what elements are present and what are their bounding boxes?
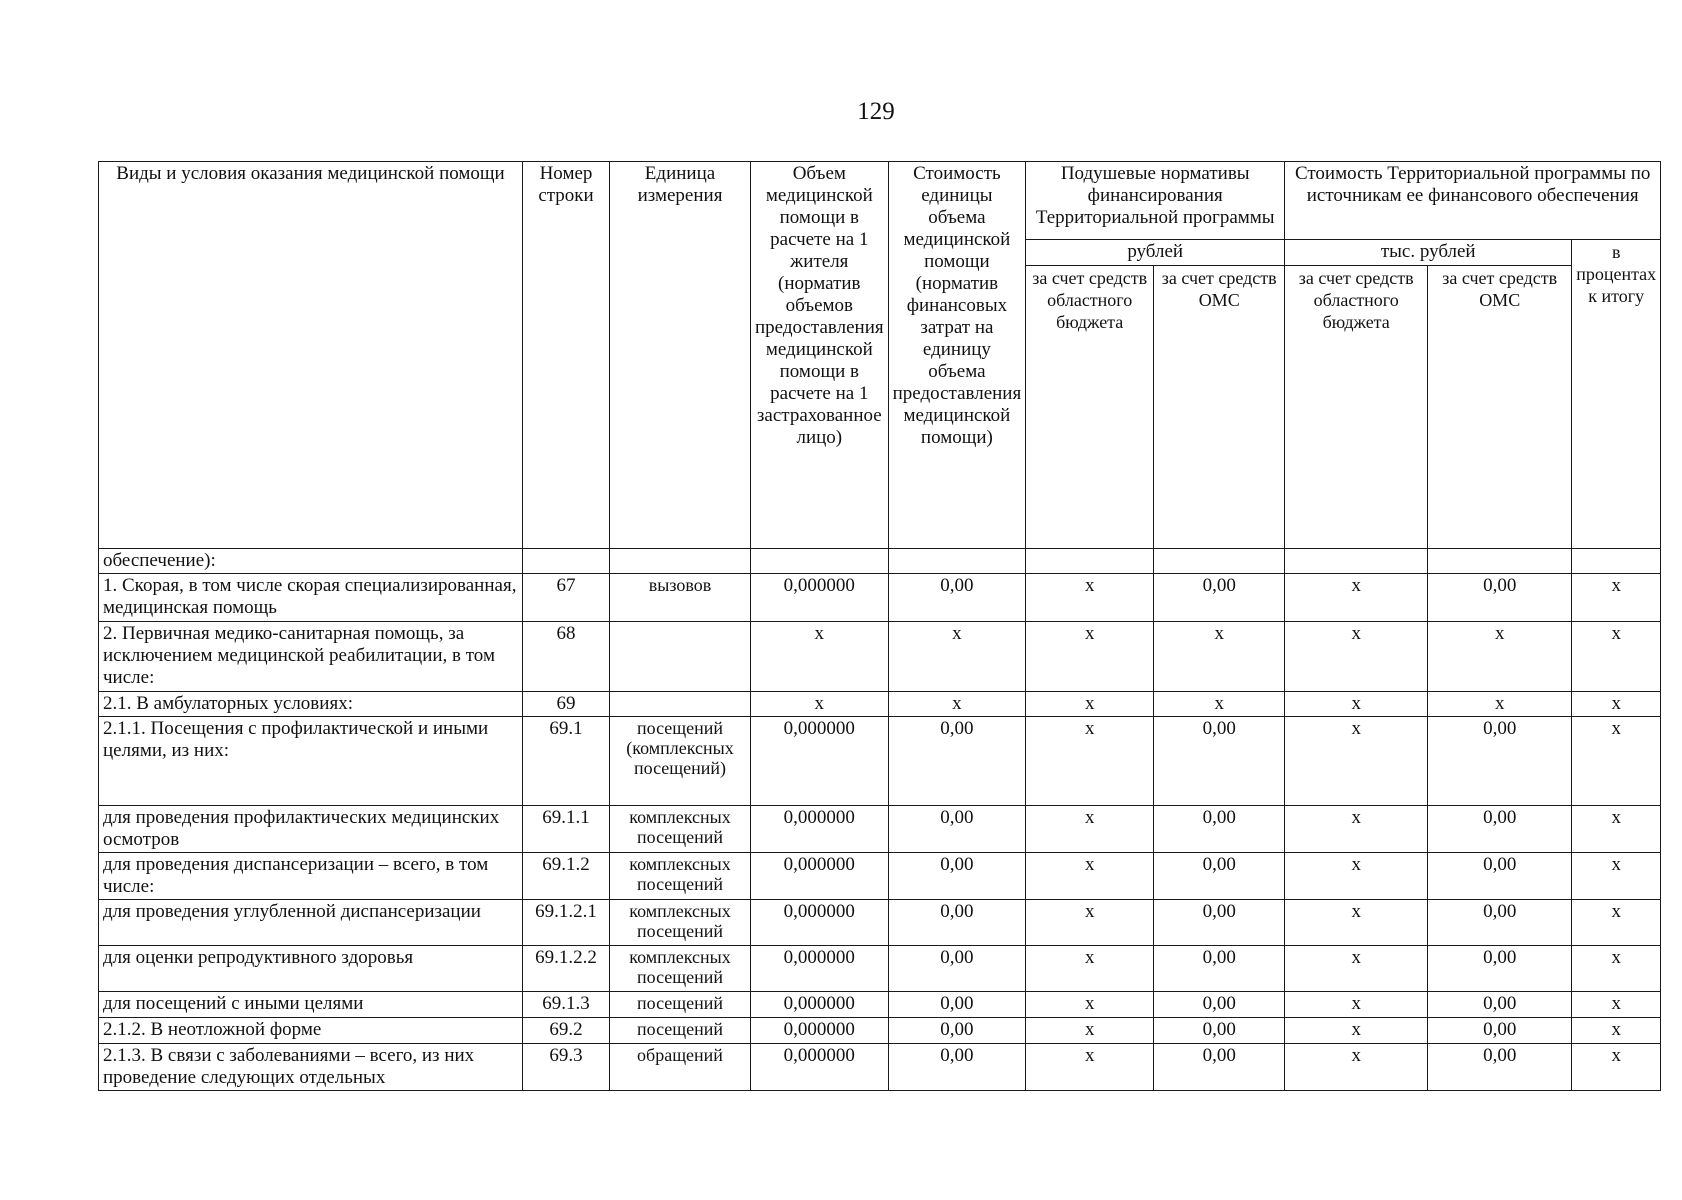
row-volume bbox=[751, 549, 889, 574]
row-volume: 0,000000 bbox=[751, 992, 889, 1018]
row-percent: х bbox=[1572, 946, 1661, 992]
header-row-number: Номер строки bbox=[523, 162, 610, 549]
row-volume: 0,000000 bbox=[751, 853, 889, 900]
row-unit: посещений bbox=[610, 992, 751, 1018]
row-unit: комплексных посещений bbox=[610, 946, 751, 992]
row-norm-budget: х bbox=[1026, 574, 1154, 622]
row-norm-budget bbox=[1026, 549, 1154, 574]
row-cost-oms: 0,00 bbox=[1428, 717, 1572, 806]
row-norm-oms: 0,00 bbox=[1154, 717, 1285, 806]
row-number: 68 bbox=[523, 622, 610, 692]
row-cost-oms: 0,00 bbox=[1428, 946, 1572, 992]
row-volume: х bbox=[751, 692, 889, 717]
row-number: 69.1.2.2 bbox=[523, 946, 610, 992]
row-percent: х bbox=[1572, 900, 1661, 946]
row-unit-cost bbox=[888, 549, 1026, 574]
header-percent-of-total: в процентах к итогу bbox=[1572, 240, 1661, 549]
row-cost-budget: х bbox=[1285, 622, 1428, 692]
row-name: для проведения диспансеризации – всего, в том числе: bbox=[99, 853, 523, 900]
row-volume: 0,000000 bbox=[751, 574, 889, 622]
table-row bbox=[99, 622, 1661, 692]
row-number: 69 bbox=[523, 692, 610, 717]
header-unit: Единица измерения bbox=[610, 162, 751, 549]
row-cost-budget: х bbox=[1285, 806, 1428, 853]
row-unit bbox=[610, 549, 751, 574]
table-row bbox=[99, 1044, 1661, 1091]
row-cost-budget: х bbox=[1285, 574, 1428, 622]
header-volume: Объем медицинской помощи в расчете на 1 жителя (норматив объемов предоставления медицинской помощи в расчете на 1 застрахованное лицо) bbox=[751, 162, 889, 549]
row-norm-oms: 0,00 bbox=[1154, 1018, 1285, 1044]
row-volume: 0,000000 bbox=[751, 717, 889, 806]
row-unit-cost: 0,00 bbox=[888, 992, 1026, 1018]
row-cost-oms: х bbox=[1428, 622, 1572, 692]
row-cost-budget: х bbox=[1285, 900, 1428, 946]
row-name: 2.1.3. В связи с заболеваниями – всего, из них проведение следующих отдельных bbox=[99, 1044, 523, 1091]
row-norm-oms: 0,00 bbox=[1154, 574, 1285, 622]
header-unit-rubles: рублей bbox=[1026, 240, 1285, 266]
row-cost-oms: 0,00 bbox=[1428, 1018, 1572, 1044]
row-norm-oms: 0,00 bbox=[1154, 806, 1285, 853]
row-unit: посещений (комплексных посещений) bbox=[610, 717, 751, 806]
row-unit bbox=[610, 692, 751, 717]
row-number: 67 bbox=[523, 574, 610, 622]
row-cost-oms: 0,00 bbox=[1428, 574, 1572, 622]
row-cost-oms bbox=[1428, 549, 1572, 574]
table-row bbox=[99, 1018, 1661, 1044]
header-norm-regional-budget: за счет средств областного бюджета bbox=[1026, 266, 1154, 549]
row-volume: 0,000000 bbox=[751, 1018, 889, 1044]
row-percent: х bbox=[1572, 692, 1661, 717]
row-volume: 0,000000 bbox=[751, 946, 889, 992]
header-program-cost: Стоимость Территориальной программы по источникам ее финансового обеспечения bbox=[1285, 162, 1661, 240]
row-volume: 0,000000 bbox=[751, 1044, 889, 1091]
row-percent: х bbox=[1572, 853, 1661, 900]
row-cost-budget: х bbox=[1285, 946, 1428, 992]
row-percent: х bbox=[1572, 992, 1661, 1018]
row-norm-budget: х bbox=[1026, 992, 1154, 1018]
row-number: 69.1.2.1 bbox=[523, 900, 610, 946]
row-percent: х bbox=[1572, 1018, 1661, 1044]
header-norm-oms: за счет средств ОМС bbox=[1154, 266, 1285, 549]
header-unit-thousand-rubles: тыс. рублей bbox=[1285, 240, 1572, 266]
row-unit-cost: х bbox=[888, 622, 1026, 692]
row-name: для посещений с иными целями bbox=[99, 992, 523, 1018]
row-volume: 0,000000 bbox=[751, 806, 889, 853]
row-number: 69.1 bbox=[523, 717, 610, 806]
header-per-capita-norms: Подушевые нормативы финансирования Территориальной программы bbox=[1026, 162, 1285, 240]
row-name: 2.1. В амбулаторных условиях: bbox=[99, 692, 523, 717]
page-number: 129 bbox=[857, 98, 895, 125]
row-percent bbox=[1572, 549, 1661, 574]
row-cost-oms: х bbox=[1428, 692, 1572, 717]
row-norm-budget: х bbox=[1026, 1044, 1154, 1091]
row-cost-budget: х bbox=[1285, 1018, 1428, 1044]
row-cost-oms: 0,00 bbox=[1428, 992, 1572, 1018]
row-name: обеспечение): bbox=[99, 549, 523, 574]
row-unit: посещений bbox=[610, 1018, 751, 1044]
header-unit-cost: Стоимость единицы объема медицинской помощи (норматив финансовых затрат на единицу объема предоставления медицинской помощи) bbox=[888, 162, 1026, 549]
row-cost-oms: 0,00 bbox=[1428, 900, 1572, 946]
row-norm-budget: х bbox=[1026, 692, 1154, 717]
row-cost-budget: х bbox=[1285, 853, 1428, 900]
row-percent: х bbox=[1572, 717, 1661, 806]
row-norm-budget: х bbox=[1026, 946, 1154, 992]
row-name: для оценки репродуктивного здоровья bbox=[99, 946, 523, 992]
row-norm-oms: х bbox=[1154, 692, 1285, 717]
row-unit: комплексных посещений bbox=[610, 900, 751, 946]
row-unit: комплексных посещений bbox=[610, 806, 751, 853]
row-unit-cost: 0,00 bbox=[888, 717, 1026, 806]
row-unit-cost: 0,00 bbox=[888, 806, 1026, 853]
table-row bbox=[99, 717, 1661, 806]
row-unit-cost: 0,00 bbox=[888, 946, 1026, 992]
row-number: 69.1.1 bbox=[523, 806, 610, 853]
row-unit-cost: 0,00 bbox=[888, 853, 1026, 900]
row-norm-budget: х bbox=[1026, 900, 1154, 946]
row-norm-oms: х bbox=[1154, 622, 1285, 692]
row-number: 69.2 bbox=[523, 1018, 610, 1044]
row-unit: обращений bbox=[610, 1044, 751, 1091]
row-name: 1. Скорая, в том числе скорая специализированная, медицинская помощь bbox=[99, 574, 523, 622]
row-name: для проведения профилактических медицинских осмотров bbox=[99, 806, 523, 853]
row-norm-oms: 0,00 bbox=[1154, 1044, 1285, 1091]
row-cost-budget: х bbox=[1285, 692, 1428, 717]
table-row bbox=[99, 549, 1661, 574]
table-row bbox=[99, 992, 1661, 1018]
row-norm-budget: х bbox=[1026, 622, 1154, 692]
row-cost-budget bbox=[1285, 549, 1428, 574]
row-cost-oms: 0,00 bbox=[1428, 806, 1572, 853]
row-percent: х bbox=[1572, 574, 1661, 622]
row-norm-budget: х bbox=[1026, 1018, 1154, 1044]
row-volume: 0,000000 bbox=[751, 900, 889, 946]
table-row bbox=[99, 806, 1661, 853]
row-unit-cost: 0,00 bbox=[888, 574, 1026, 622]
row-unit: комплексных посещений bbox=[610, 853, 751, 900]
row-percent: х bbox=[1572, 1044, 1661, 1091]
row-norm-oms: 0,00 bbox=[1154, 992, 1285, 1018]
row-name: 2. Первичная медико-санитарная помощь, за исключением медицинской реабилитации, в том числе: bbox=[99, 622, 523, 692]
header-cost-oms: за счет средств ОМС bbox=[1428, 266, 1572, 549]
table-row bbox=[99, 853, 1661, 900]
row-norm-oms bbox=[1154, 549, 1285, 574]
row-percent: х bbox=[1572, 806, 1661, 853]
table-row bbox=[99, 900, 1661, 946]
row-number: 69.1.2 bbox=[523, 853, 610, 900]
row-percent: х bbox=[1572, 622, 1661, 692]
row-norm-budget: х bbox=[1026, 806, 1154, 853]
row-cost-budget: х bbox=[1285, 717, 1428, 806]
row-cost-oms: 0,00 bbox=[1428, 1044, 1572, 1091]
row-name: 2.1.2. В неотложной форме bbox=[99, 1018, 523, 1044]
row-name: 2.1.1. Посещения с профилактической и иными целями, из них: bbox=[99, 717, 523, 806]
row-unit: вызовов bbox=[610, 574, 751, 622]
row-norm-oms: 0,00 bbox=[1154, 853, 1285, 900]
row-norm-oms: 0,00 bbox=[1154, 946, 1285, 992]
row-number: 69.3 bbox=[523, 1044, 610, 1091]
medical-care-cost-table bbox=[98, 161, 1661, 1091]
row-unit-cost: 0,00 bbox=[888, 1044, 1026, 1091]
row-norm-budget: х bbox=[1026, 717, 1154, 806]
row-unit-cost: 0,00 bbox=[888, 1018, 1026, 1044]
row-unit bbox=[610, 622, 751, 692]
row-cost-oms: 0,00 bbox=[1428, 853, 1572, 900]
header-cost-regional-budget: за счет средств областного бюджета bbox=[1285, 266, 1428, 549]
table-row bbox=[99, 692, 1661, 717]
row-norm-oms: 0,00 bbox=[1154, 900, 1285, 946]
table-row bbox=[99, 946, 1661, 992]
row-number bbox=[523, 549, 610, 574]
row-volume: х bbox=[751, 622, 889, 692]
row-cost-budget: х bbox=[1285, 992, 1428, 1018]
row-norm-budget: х bbox=[1026, 853, 1154, 900]
table-row bbox=[99, 574, 1661, 622]
row-unit-cost: 0,00 bbox=[888, 900, 1026, 946]
row-unit-cost: х bbox=[888, 692, 1026, 717]
header-types-of-care: Виды и условия оказания медицинской помощи bbox=[99, 162, 523, 549]
row-number: 69.1.3 bbox=[523, 992, 610, 1018]
row-cost-budget: х bbox=[1285, 1044, 1428, 1091]
row-name: для проведения углубленной диспансеризации bbox=[99, 900, 523, 946]
